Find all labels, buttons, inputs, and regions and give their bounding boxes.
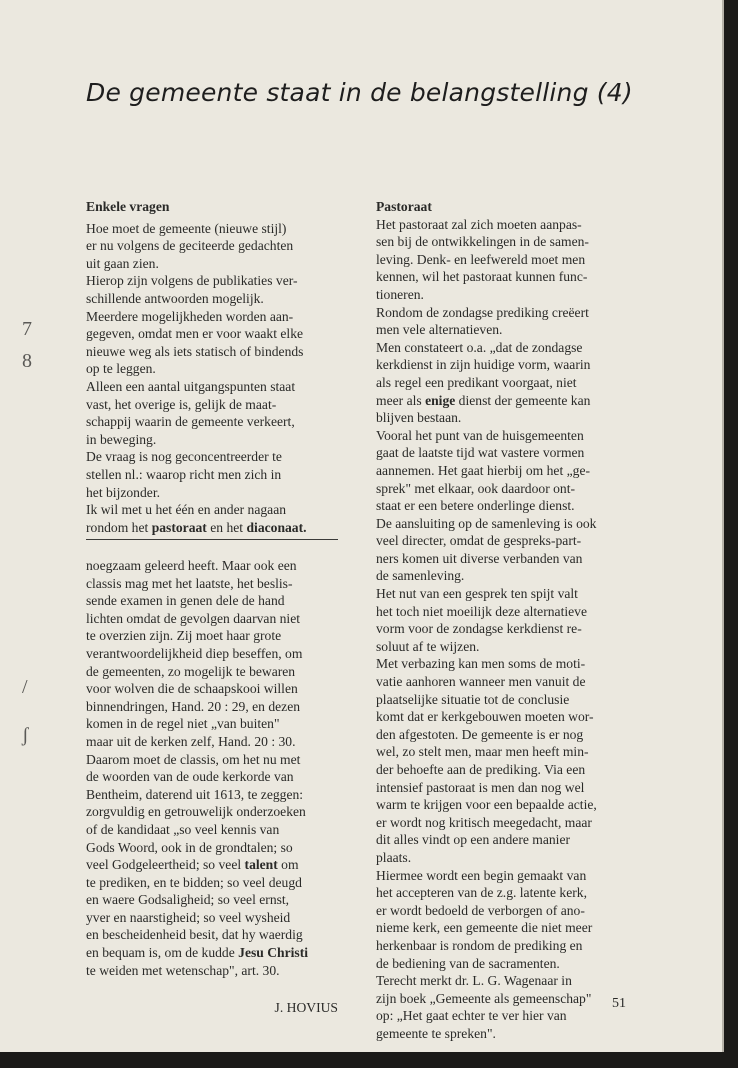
text-line: en bescheidenheid besit, dat hy waerdig — [86, 927, 303, 943]
text-line: er nu volgens de geciteerde gedachten — [86, 238, 294, 254]
text-line: komen in de regel niet „van buiten" — [86, 716, 280, 732]
text-line: Bentheim, daterend uit 1613, te zeggen: — [86, 786, 304, 802]
text-span: om — [277, 857, 299, 873]
text-line: vorm voor de zondagse kerkdienst re- — [376, 621, 582, 637]
section-heading-pastoraat: Pastoraat — [376, 199, 432, 214]
margin-mark: ʃ — [22, 724, 29, 746]
left-bottom-lines-2 — [86, 874, 338, 944]
text-line: en waere Godsaligheid; so veel ernst, — [86, 892, 290, 908]
text-line: gegeven, omdat men er voor waakt elke — [86, 326, 304, 342]
text-span: veel Godgeleertheid; so veel — [86, 857, 245, 873]
text-line-final — [86, 519, 338, 537]
text-span: meer als — [376, 392, 426, 408]
text-line: zorgvuldig en getrouwelijk onderzoeken — [86, 804, 306, 820]
column-divider — [86, 539, 338, 540]
text-span: rondom het — [86, 519, 152, 535]
text-line: veel directer, omdat de gespreks-part- — [376, 533, 582, 549]
text-line: kennen, wil het pastoraat kunnen func- — [376, 269, 588, 285]
text-line: gemeente te spreken". — [376, 1025, 496, 1041]
text-line: Het nut van een gesprek ten spijt valt — [376, 586, 578, 602]
text-line: leving. Denk- en leefwereld moet men — [376, 251, 586, 267]
text-line: Terecht merkt dr. L. G. Wagenaar in — [376, 973, 572, 989]
text-line: herkenbaar is rondom de prediking en — [376, 937, 583, 953]
text-line: in beweging. — [86, 431, 157, 447]
text-line: de samenleving. — [376, 568, 465, 584]
text-line: Ik wil met u het één en ander nagaan — [86, 502, 287, 518]
text-line: warm te krijgen voor een bepaalde actie, — [376, 797, 597, 813]
text-line: binnendringen, Hand. 20 : 29, en dezen — [86, 698, 301, 714]
text-line: classis mag met het laatste, het beslis- — [86, 575, 293, 591]
text-line: staat er een betere onderlinge dienst. — [376, 498, 575, 514]
text-line: verantwoordelijkheid diep beseffen, om — [86, 645, 303, 661]
text-line: sen bij de ontwikkelingen in de samen- — [376, 234, 589, 250]
text-line-talent — [86, 856, 338, 874]
text-line: voor wolven die de schaapskooi willen — [86, 681, 298, 697]
text-line: Het pastoraat zal zich moeten aanpas- — [376, 216, 582, 232]
text-line: het bijzonder. — [86, 484, 160, 500]
text-line: aannemen. Het gaat hierbij om het „ge- — [376, 462, 591, 478]
text-line: de woorden van de oude kerkorde van — [86, 769, 294, 785]
text-line: soluut af te wijzen. — [376, 638, 480, 654]
text-line: te prediken, en te bidden; so veel deugd — [86, 874, 302, 890]
text-line: nieuwe weg als iets statisch of bindends — [86, 343, 304, 359]
text-line: sende examen in genen dele de hand — [86, 593, 285, 609]
text-line-last: te weiden met wetenschap", art. 30. — [86, 962, 280, 978]
text-line: den afgestoten. De gemeente is er nog — [376, 726, 584, 742]
text-line: als regel een predikant voorgaat, niet — [376, 374, 577, 390]
text-line: Daarom moet de classis, om het nu met — [86, 751, 301, 767]
left-column-bottom — [86, 557, 338, 1019]
text-line: der behoefte aan de prediking. Via een — [376, 762, 586, 777]
text-line: Met verbazing kan men soms de moti- — [376, 656, 586, 672]
text-line: tioneren. — [376, 286, 424, 302]
text-span: en het — [206, 519, 247, 535]
text-line: Gods Woord, ook in de grondtalen; so — [86, 839, 293, 855]
text-line: lichten omdat de gevolgen daarvan niet — [86, 610, 301, 626]
text-line: te overzien zijn. Zij moet haar grote — [86, 628, 282, 644]
text-line: nieme kerk, een gemeente die niet meer — [376, 920, 593, 936]
text-line: schillende antwoorden mogelijk. — [86, 290, 264, 306]
text-line: De vraag is nog geconcentreerder te — [86, 449, 282, 465]
text-line: Hoe moet de gemeente (nieuwe stijl) — [86, 220, 287, 236]
text-line: de bediening van de sacramenten. — [376, 955, 560, 971]
text-line: vast, het overige is, gelijk de maat- — [86, 396, 277, 412]
text-line: kerkdienst in zijn huidige vorm, waarin — [376, 357, 591, 373]
text-line: wel, zo stelt men, maar men heeft min- — [376, 744, 589, 760]
section-heading-enkele-vragen: Enkele vragen — [86, 199, 170, 214]
text-line: noegzaam geleerd heeft. Maar ook een — [86, 558, 297, 573]
text-line: sprek" met elkaar, ook daardoor ont- — [376, 480, 576, 496]
text-line: maar uit de kerken zelf, Hand. 20 : 30. — [86, 733, 296, 749]
text-line: komt dat er kerkgebouwen moeten wor- — [376, 709, 594, 725]
margin-mark: 7 — [22, 318, 32, 340]
text-line-enige — [376, 392, 632, 410]
page-number: 51 — [612, 996, 626, 1011]
text-span: en bequam is, om de kudde — [86, 945, 239, 961]
left-column-top — [86, 198, 338, 536]
text-line: zijn boek „Gemeente als gemeenschap" — [376, 990, 592, 1006]
right-lines — [376, 216, 632, 392]
bold-pastoraat: pastoraat — [151, 519, 207, 535]
text-line: Meerdere mogelijkheden worden aan- — [86, 308, 294, 324]
text-line: vatie aanhoren wanneer men vanuit de — [376, 674, 586, 690]
left-bottom-lines — [86, 557, 338, 856]
text-line: dit alles vindt op een andere manier — [376, 832, 571, 848]
text-line: of de kandidaat „so veel kennis van — [86, 821, 280, 837]
text-line: yver en naarstigheid; so veel wysheid — [86, 909, 291, 925]
text-line: Vooral het punt van de huisgemeenten — [376, 427, 584, 443]
author-signature: J. HOVIUS — [274, 1000, 338, 1016]
text-span: dienst der gemeente kan — [455, 392, 591, 408]
margin-mark: / — [22, 676, 28, 698]
margin-mark: 8 — [22, 350, 32, 372]
text-line: er wordt nog kritisch meegedacht, maar — [376, 814, 592, 830]
text-line: Hierop zijn volgens de publikaties ver- — [86, 273, 298, 289]
right-lines-2 — [376, 409, 632, 1042]
text-line: men vele alternatieven. — [376, 322, 503, 338]
text-line: stellen nl.: waarop richt men zich in — [86, 466, 282, 482]
text-line: Rondom de zondagse prediking creëert — [376, 304, 589, 320]
text-line: gaat de laatste tijd wat vastere vormen — [376, 445, 585, 461]
text-line: er wordt bedoeld de verborgen of ano- — [376, 902, 585, 918]
text-line: plaats. — [376, 849, 412, 865]
text-line: plaatselijke situatie tot de conclusie — [376, 691, 570, 707]
text-line: het accepteren van de z.g. latente kerk, — [376, 885, 587, 901]
left-top-paragraphs — [86, 220, 338, 502]
text-line: ners komen uit diverse verbanden van — [376, 550, 583, 566]
bold-talent: talent — [244, 857, 278, 873]
text-line: Men constateert o.a. „dat de zondagse — [376, 339, 583, 355]
bold-diaconaat: diaconaat. — [246, 519, 307, 535]
text-line: het toch niet moeilijk deze alternatieve — [376, 603, 587, 619]
bold-jesu-christi: Jesu Christi — [238, 945, 309, 961]
text-line: Alleen een aantal uitgangspunten staat — [86, 378, 296, 394]
text-line: blijven bestaan. — [376, 410, 462, 426]
text-line: schappij waarin de gemeente verkeert, — [86, 414, 295, 430]
text-line: uit gaan zien. — [86, 255, 159, 271]
text-line: De aansluiting op de samenleving is ook — [376, 515, 597, 531]
bold-enige: enige — [425, 392, 456, 408]
text-line: op te leggen. — [86, 361, 156, 377]
text-line: intensief pastoraat is men dan nog wel — [376, 779, 585, 795]
text-line: Hiermee wordt een begin gemaakt van — [376, 867, 587, 883]
text-line: op: „Het gaat echter te ver hier van — [376, 1008, 567, 1024]
text-line-jesu — [86, 944, 338, 962]
text-line: de gemeenten, zo mogelijk te bewaren — [86, 663, 296, 679]
right-column — [376, 198, 632, 1043]
page-title: De gemeente staat in de belangstelling (4) — [86, 78, 633, 107]
